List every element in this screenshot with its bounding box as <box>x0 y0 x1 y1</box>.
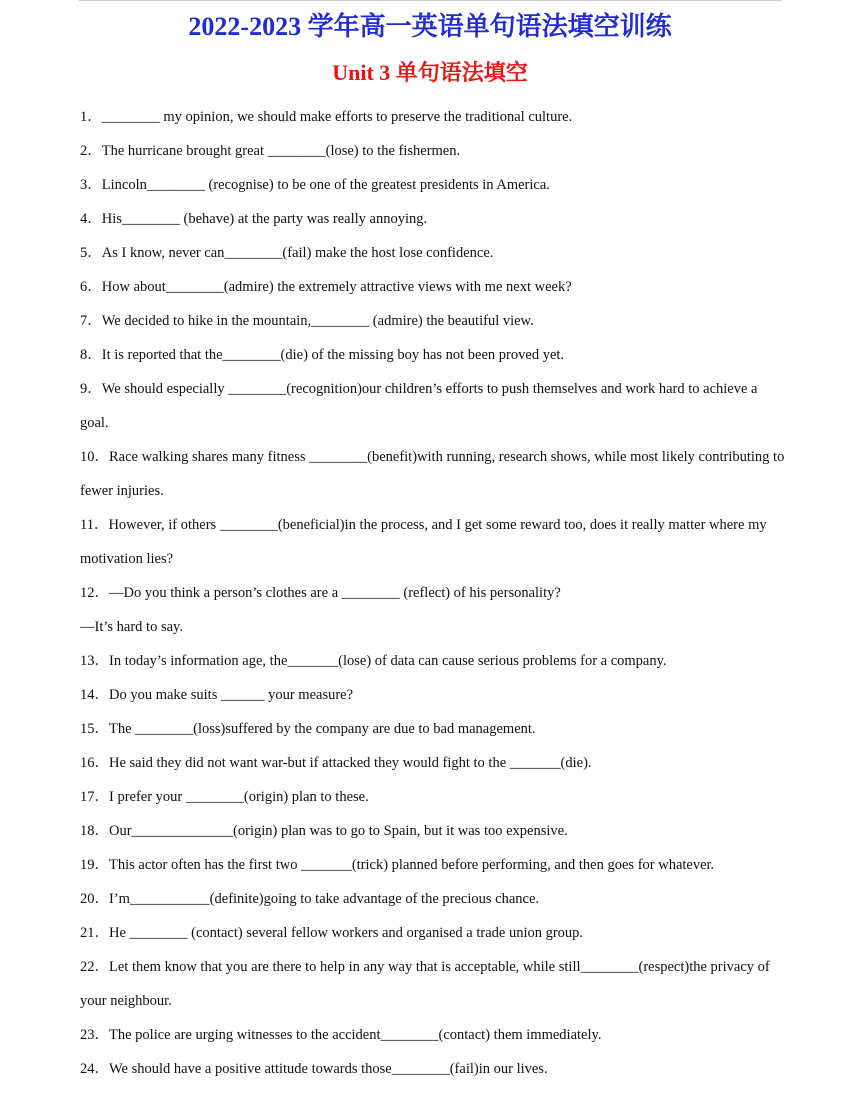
question-item: 18．Our______________(origin) plan was to go to Spain, but it was too expensive. <box>80 823 568 839</box>
question-list <box>80 100 785 1086</box>
question-item: 12．—Do you think a person’s clothes are a ________ (reflect) of his personality? <box>80 585 561 601</box>
question-item: 10．Race walking shares many fitness ________(benefit)with running, research shows, while most likely contributing to fewer injuries. <box>80 449 785 499</box>
question-item: 15．The ________(loss)suffered by the company are due to bad management. <box>80 721 536 737</box>
question-item: 23．The police are urging witnesses to the accident________(contact) them immediately. <box>80 1027 602 1043</box>
question-item: 2．The hurricane brought great ________(lose) to the fishermen. <box>80 143 461 159</box>
document-subtitle: Unit 3 单句语法填空 <box>332 60 528 85</box>
question-item: —It’s hard to say. <box>80 619 183 635</box>
question-item: 3．Lincoln________ (recognise) to be one of the greatest presidents in America. <box>80 177 550 193</box>
question-item: 22．Let them know that you are there to help in any way that is acceptable, while still________(respect)the privacy of your neighbour. <box>80 959 770 1009</box>
question-item: 7．We decided to hike in the mountain,________ (admire) the beautiful view. <box>80 313 534 329</box>
question-item: 5．As I know, never can________(fail) make the host lose confidence. <box>80 245 494 261</box>
question-item: 14．Do you make suits ______ your measure? <box>80 687 354 703</box>
question-item: 6．How about________(admire) the extremely attractive views with me next week? <box>80 279 572 295</box>
question-item: 24．We should have a positive attitude towards those________(fail)in our lives. <box>80 1061 548 1077</box>
document-title: 2022-2023 学年高一英语单句语法填空训练 <box>188 12 672 41</box>
question-item: 8．It is reported that the________(die) of the missing boy has not been proved yet. <box>80 347 565 363</box>
question-item: 11．However, if others ________(beneficial)in the process, and I get some reward too, does it really matter where my motivation lies? <box>80 517 767 567</box>
question-item: 19．This actor often has the first two _______(trick) planned before performing, and then goes for whatever. <box>80 857 715 873</box>
question-item: 16．He said they did not want war-but if attacked they would fight to the _______(die). <box>80 755 592 771</box>
question-item: 4．His________ (behave) at the party was really annoying. <box>80 211 428 227</box>
question-item: 20．I’m___________(definite)going to take advantage of the precious chance. <box>80 891 540 907</box>
question-item: 21．He ________ (contact) several fellow workers and organised a trade union group. <box>80 925 584 941</box>
question-item: 13．In today’s information age, the_______(lose) of data can cause serious problems for a company. <box>80 653 667 669</box>
question-item: 1．________ my opinion, we should make efforts to preserve the traditional culture. <box>80 109 573 125</box>
question-item: 9．We should especially ________(recognition)our children’s efforts to push themselves and work hard to achieve a goal. <box>80 381 758 431</box>
top-divider <box>79 0 782 1</box>
question-item: 17．I prefer your ________(origin) plan to these. <box>80 789 369 805</box>
